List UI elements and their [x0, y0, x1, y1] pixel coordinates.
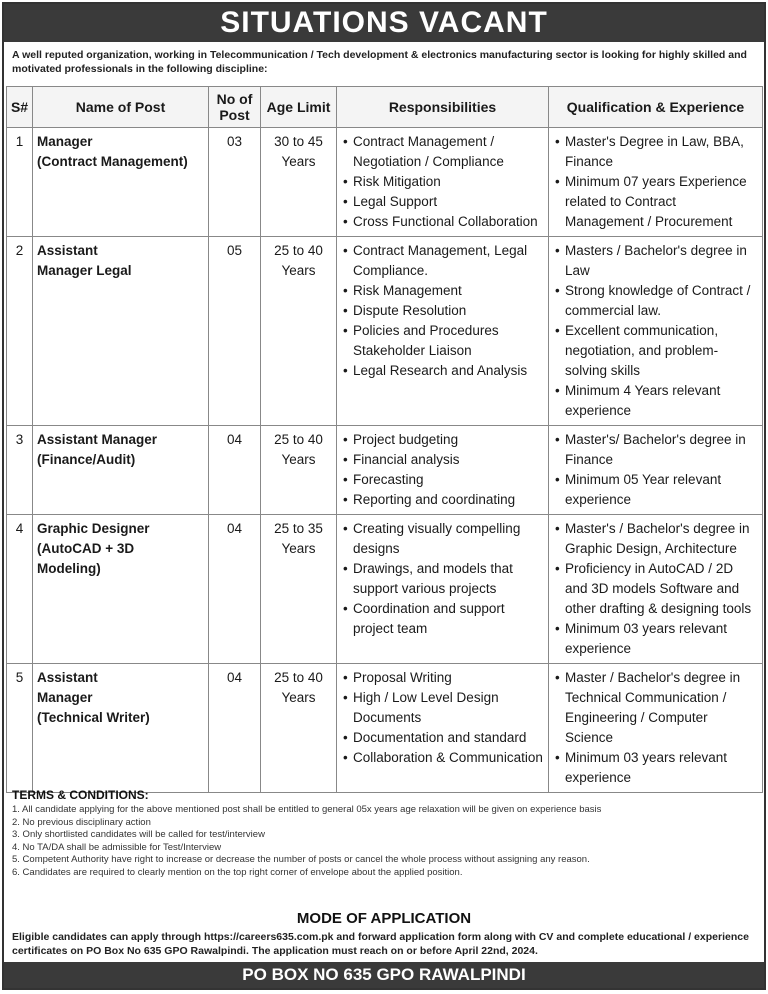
header-post-count: No of Post — [209, 87, 261, 128]
qualification-item: • Strong knowledge of Contract / commercial law. — [553, 281, 758, 321]
responsibility-item: • Contract Management / Negotiation / Compliance — [341, 132, 544, 172]
term-item: 3. Only shortlisted candidates will be called for test/interview — [12, 829, 265, 840]
qualification-item: • Masters / Bachelor's degree in Law — [553, 241, 758, 281]
term-item: 1. All candidate applying for the above mentioned post shall be entitled to general 05x years age relaxation will be given on experience basis — [12, 804, 602, 815]
term-item: 4. No TA/DA shall be admissible for Test/Interview — [12, 841, 222, 853]
table-body — [7, 128, 763, 793]
post-name-line: Graphic Designer — [37, 521, 150, 536]
age-limit-line: Years — [281, 690, 316, 705]
post-name-line: Manager — [37, 134, 93, 149]
post-name — [33, 128, 209, 237]
header-post-name: Name of Post — [33, 87, 209, 128]
term-item: 5. Competent Authority have right to increase or decrease the number of posts or cancel the whole process without assigning any reason. — [12, 854, 590, 865]
age-limit-line: Years — [281, 541, 316, 556]
responsibility-item: • Contract Management, Legal Compliance. — [341, 241, 544, 281]
age-limit-line: 25 to 40 — [274, 243, 323, 258]
responsibility-list — [341, 668, 544, 768]
header-qualifications: Qualification & Experience — [549, 87, 763, 128]
post-name-line: (Contract Management) — [37, 154, 188, 169]
qualification-list — [553, 668, 758, 788]
responsibilities — [337, 515, 549, 664]
qualification-list — [553, 241, 758, 421]
intro-text: A well reputed organization, working in Telecommunication / Tech development & electronics manufacturing sector is looking for highly skilled and motivated professionals in the following discipline: — [12, 49, 747, 75]
application-text: Eligible candidates can apply through https://careers635.com.pk and forward application form along with CV and complete educational / experience certificates on PO Box No 635 GPO Rawalpindi. The application must reach on or before April 22nd, 2024. — [12, 931, 749, 957]
age-limit — [261, 515, 337, 664]
responsibility-item: • Financial analysis — [341, 450, 544, 470]
footer-address: PO BOX NO 635 GPO RAWALPINDI — [4, 962, 764, 988]
qualification-item: • Proficiency in AutoCAD / 2D and 3D models Software and other drafting & designing tools — [553, 559, 758, 619]
responsibility-item: • Legal Research and Analysis — [341, 361, 544, 381]
qualification-item: • Master's/ Bachelor's degree in Finance — [553, 430, 758, 470]
post-name — [33, 515, 209, 664]
table-row — [7, 515, 763, 664]
qualification-list — [553, 132, 758, 232]
terms-title: TERMS & CONDITIONS: — [12, 788, 149, 802]
responsibility-item: • Risk Management — [341, 281, 544, 301]
responsibility-item: • Project budgeting — [341, 430, 544, 450]
post-name-line: Assistant Manager — [37, 432, 158, 447]
age-limit-line: 30 to 45 — [274, 134, 323, 149]
responsibility-item: • Collaboration & Communication — [341, 748, 544, 768]
serial-number: 4 — [7, 515, 33, 664]
qualification-item: • Master / Bachelor's degree in Technical Communication / Engineering / Computer Science — [553, 668, 758, 748]
post-name — [33, 237, 209, 426]
header-responsibilities: Responsibilities — [337, 87, 549, 128]
responsibility-list — [341, 430, 544, 510]
post-count: 04 — [209, 664, 261, 793]
responsibilities — [337, 664, 549, 793]
responsibility-item: • Risk Mitigation — [341, 172, 544, 192]
qualifications — [549, 426, 763, 515]
responsibility-list — [341, 132, 544, 232]
term-item: 2. No previous disciplinary action — [12, 816, 151, 828]
post-name — [33, 664, 209, 793]
age-limit-line: 25 to 35 — [274, 521, 323, 536]
qualification-list — [553, 519, 758, 659]
age-limit — [261, 426, 337, 515]
qualification-item: • Minimum 03 years relevant experience — [553, 748, 758, 788]
age-limit — [261, 128, 337, 237]
qualification-item: • Minimum 4 Years relevant experience — [553, 381, 758, 421]
table-row — [7, 237, 763, 426]
table-row — [7, 128, 763, 237]
table-header-row — [7, 87, 763, 128]
age-limit — [261, 237, 337, 426]
responsibility-item: • Dispute Resolution — [341, 301, 544, 321]
serial-number: 3 — [7, 426, 33, 515]
responsibility-item: • Reporting and coordinating — [341, 490, 544, 510]
header-sn: S# — [7, 87, 33, 128]
age-limit-line: Years — [281, 263, 316, 278]
qualification-item: • Minimum 03 years relevant experience — [553, 619, 758, 659]
responsibility-item: • Documentation and standard — [341, 728, 544, 748]
responsibilities — [337, 426, 549, 515]
age-limit — [261, 664, 337, 793]
table-row — [7, 664, 763, 793]
age-limit-line: Years — [281, 452, 316, 467]
responsibility-item: • High / Low Level Design Documents — [341, 688, 544, 728]
post-name-line: Assistant — [37, 670, 98, 685]
serial-number: 2 — [7, 237, 33, 426]
responsibility-item: • Proposal Writing — [341, 668, 544, 688]
application-title: MODE OF APPLICATION — [296, 910, 472, 927]
responsibilities — [337, 237, 549, 426]
responsibility-item: • Cross Functional Collaboration — [341, 212, 544, 232]
post-name-line: Manager — [37, 690, 93, 705]
responsibility-item: • Coordination and support project team — [341, 599, 544, 639]
job-advertisement — [2, 2, 766, 990]
qualification-item: • Master's / Bachelor's degree in Graphic Design, Architecture — [553, 519, 758, 559]
qualifications — [549, 515, 763, 664]
post-count: 05 — [209, 237, 261, 426]
post-count: 04 — [209, 515, 261, 664]
post-name-line: Manager Legal — [37, 263, 132, 278]
qualifications — [549, 664, 763, 793]
responsibility-list — [341, 519, 544, 639]
post-name — [33, 426, 209, 515]
responsibility-list — [341, 241, 544, 381]
responsibility-item: • Forecasting — [341, 470, 544, 490]
responsibility-item: • Legal Support — [341, 192, 544, 212]
qualification-item: • Minimum 05 Year relevant experience — [553, 470, 758, 510]
table-row — [7, 426, 763, 515]
qualification-item: • Master's Degree in Law, BBA, Finance — [553, 132, 758, 172]
serial-number: 5 — [7, 664, 33, 793]
term-item: 6. Candidates are required to clearly mention on the top right corner of envelope about the applied position. — [12, 866, 463, 878]
qualification-item: • Minimum 07 years Experience related to Contract Management / Procurement — [553, 172, 758, 232]
qualification-list — [553, 430, 758, 510]
serial-number: 1 — [7, 128, 33, 237]
post-name-line: (Finance/Audit) — [37, 452, 136, 467]
terms-list — [12, 804, 760, 879]
post-name-line: Assistant — [37, 243, 98, 258]
qualifications — [549, 237, 763, 426]
post-count: 04 — [209, 426, 261, 515]
positions-table — [6, 86, 763, 793]
post-name-line: (AutoCAD + 3D — [37, 541, 135, 556]
qualifications — [549, 128, 763, 237]
responsibility-item: • Creating visually compelling designs — [341, 519, 544, 559]
terms-section — [12, 788, 760, 879]
responsibility-item: • Policies and Procedures Stakeholder Liaison — [341, 321, 544, 361]
responsibility-item: • Drawings, and models that support various projects — [341, 559, 544, 599]
post-name-line: (Technical Writer) — [37, 710, 150, 725]
age-limit-line: 25 to 40 — [274, 432, 323, 447]
qualification-item: • Excellent communication, negotiation, and problem-solving skills — [553, 321, 758, 381]
header-age-limit: Age Limit — [261, 87, 337, 128]
banner-title: SITUATIONS VACANT — [4, 4, 764, 42]
age-limit-line: 25 to 40 — [274, 670, 323, 685]
responsibilities — [337, 128, 549, 237]
post-count: 03 — [209, 128, 261, 237]
post-name-line: Modeling) — [37, 561, 101, 576]
age-limit-line: Years — [281, 154, 316, 169]
